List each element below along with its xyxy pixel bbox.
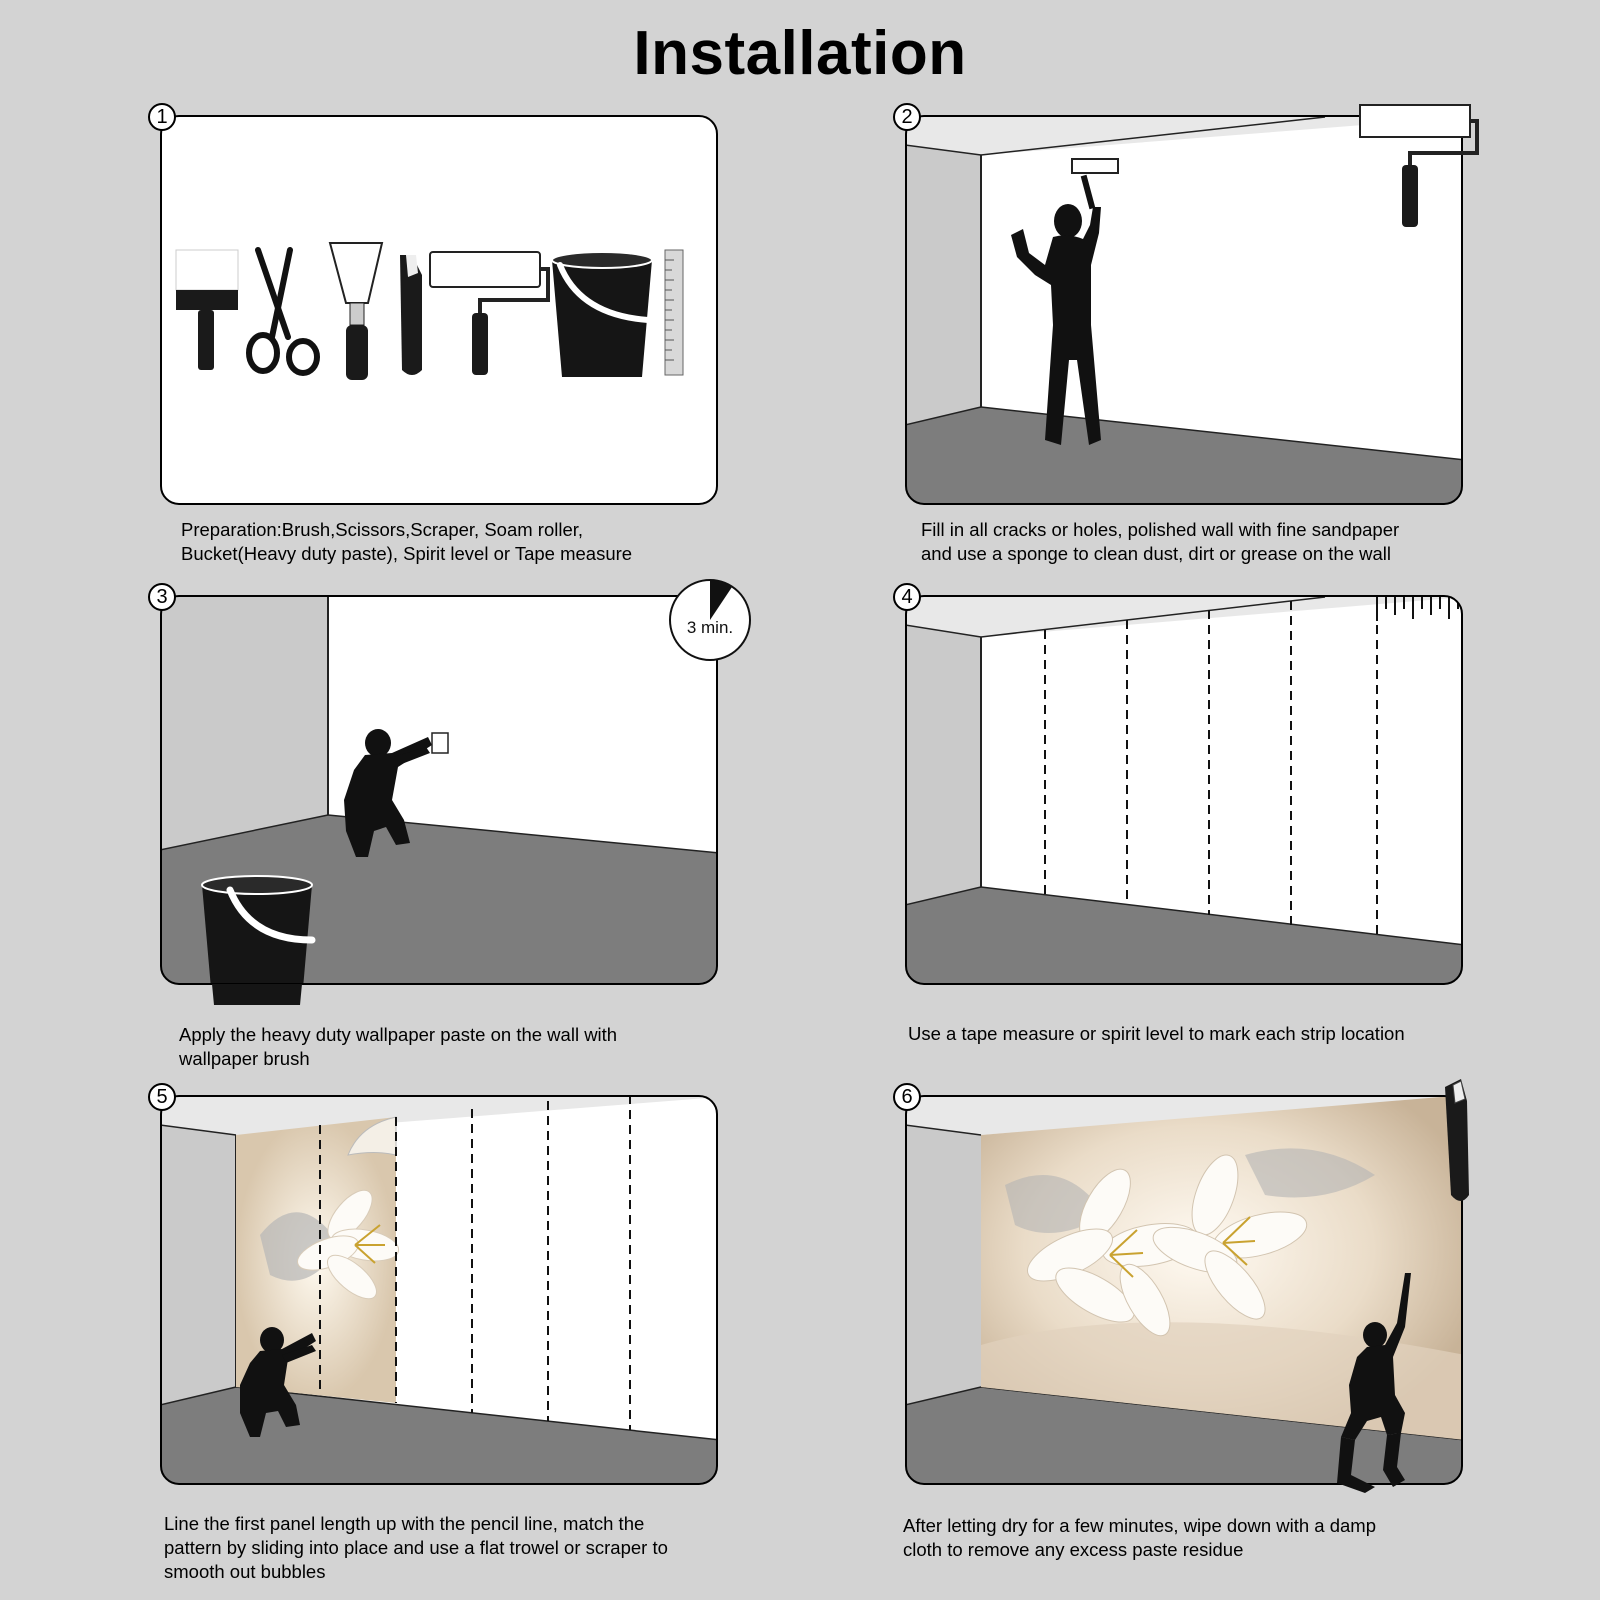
- step-6-caption: After letting dry for a few minutes, wipe down with a damp cloth to remove any excess paste residue: [903, 1515, 1376, 1560]
- step-3-panel: [156, 586, 760, 995]
- step-6-panel: [901, 1086, 1505, 1495]
- utility-knife-icon: [400, 255, 422, 375]
- step-number-badge: 6: [893, 1083, 921, 1111]
- ruler-icon: [665, 250, 683, 375]
- step-number-badge: 3: [148, 583, 176, 611]
- step-4-panel: [901, 586, 1505, 995]
- timer-icon: [670, 580, 750, 660]
- step-5-caption: Line the first panel length up with the pencil line, match the pattern by sliding into place and use a flat trowel or scraper to smooth out bubbles: [164, 1513, 668, 1582]
- step-number-badge: 5: [148, 1083, 176, 1111]
- step-1-panel: [156, 106, 760, 515]
- step-5-panel: [156, 1086, 760, 1495]
- bucket-icon: [202, 876, 312, 1000]
- step-1-caption: Preparation:Brush,Scissors,Scraper, Soam roller, Bucket(Heavy duty paste), Spirit level or Tape measure: [181, 519, 633, 564]
- step-number-badge: 2: [893, 103, 921, 131]
- step-2-caption: Fill in all cracks or holes, polished wall with fine sandpaper and use a sponge to clean dust, dirt or grease on the wall: [921, 519, 1400, 564]
- step-number-badge: 4: [893, 583, 921, 611]
- timer-label: 3 min.: [686, 618, 734, 637]
- step-2-panel: [901, 106, 1505, 515]
- step-3-caption: Apply the heavy duty wallpaper paste on the wall with wallpaper brush: [179, 1024, 618, 1069]
- step-number-badge: 1: [148, 103, 176, 131]
- bucket-icon: [552, 252, 652, 377]
- step-4-caption: Use a tape measure or spirit level to mark each strip location: [908, 1023, 1405, 1044]
- page-title: Installation: [633, 19, 967, 88]
